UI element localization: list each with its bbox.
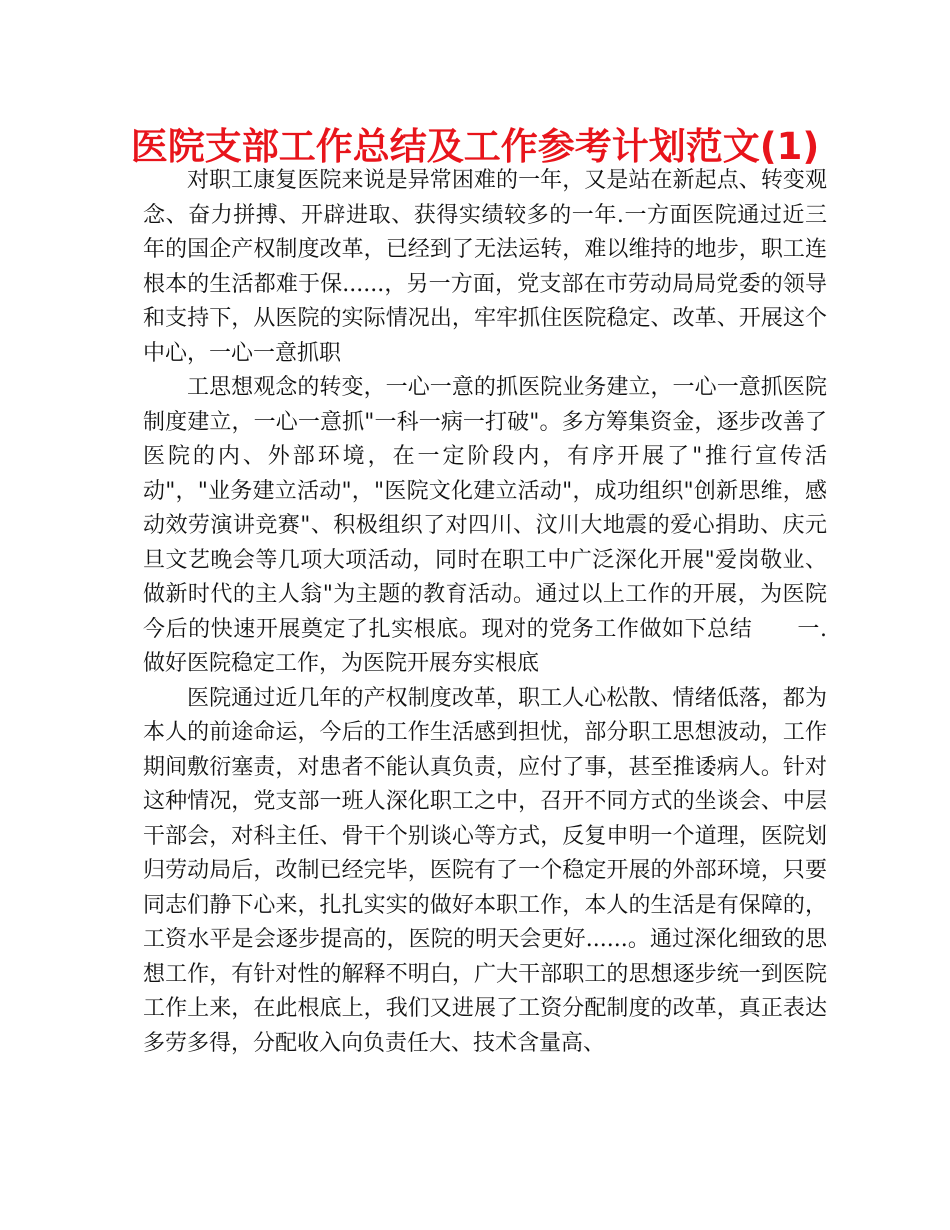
- document-body: [143, 164, 827, 1061]
- document-title: 医院支部工作总结及工作参考计划范文(1): [130, 125, 820, 168]
- paragraph-2: 工思想观念的转变，一心一意的抓医院业务建立，一心一意抓医院制度建立，一心一意抓"一科一病一打破"。多方筹集资金，逐步改善了医院的内、外部环境，在一定阶段内，有序开展了"推行宣传活动"，"业务建立活动"，"医院文化建立活动"，成功组织"创新思维，感动效劳演讲竞赛"、积极组织了对四川、汶川大地震的爱心捐助、庆元旦文艺晚会等几项大项活动，同时在职工中广泛深化开展"爱岗敬业、做新时代的主人翁"为主题的教育活动。通过以上工作的开展，为医院今后的快速开展奠定了扎实根底。现对的党务工作做如下总结 一.做好医院稳定工作，为医院开展夯实根底: [143, 375, 827, 676]
- paragraph-1: 对职工康复医院来说是异常困难的一年，又是站在新起点、转变观念、奋力拼搏、开辟进取、获得实绩较多的一年.一方面医院通过近三年的国企产权制度改革，已经到了无法运转，难以维持的地步，职工连根本的生活都难于保......，另一方面，党支部在市劳动局局党委的领导和支持下，从医院的实际情况出，牢牢抓住医院稳定、改革、开展这个中心，一心一意抓职: [143, 168, 827, 366]
- paragraph-3: 医院通过近几年的产权制度改革，职工人心松散、情绪低落，都为本人的前途命运，今后的工作生活感到担忧，部分职工思想波动，工作期间敷衍塞责，对患者不能认真负责，应付了事，甚至推诿病人。针对这种情况，党支部一班人深化职工之中，召开不同方式的坐谈会、中层干部会，对科主任、骨干个别谈心等方式，反复申明一个道理，医院划归劳动局后，改制已经完毕，医院有了一个稳定开展的外部环境，只要同志们静下心来，扎扎实实的做好本职工作，本人的生活是有保障的，工资水平是会逐步提高的，医院的明天会更好......。通过深化细致的思想工作，有针对性的解释不明白，广大干部职工的思想逐步统一到医院工作上来，在此根底上，我们又进展了工资分配制度的改革，真正表达多劳多得，分配收入向负责任大、技术含量高、: [143, 685, 827, 1056]
